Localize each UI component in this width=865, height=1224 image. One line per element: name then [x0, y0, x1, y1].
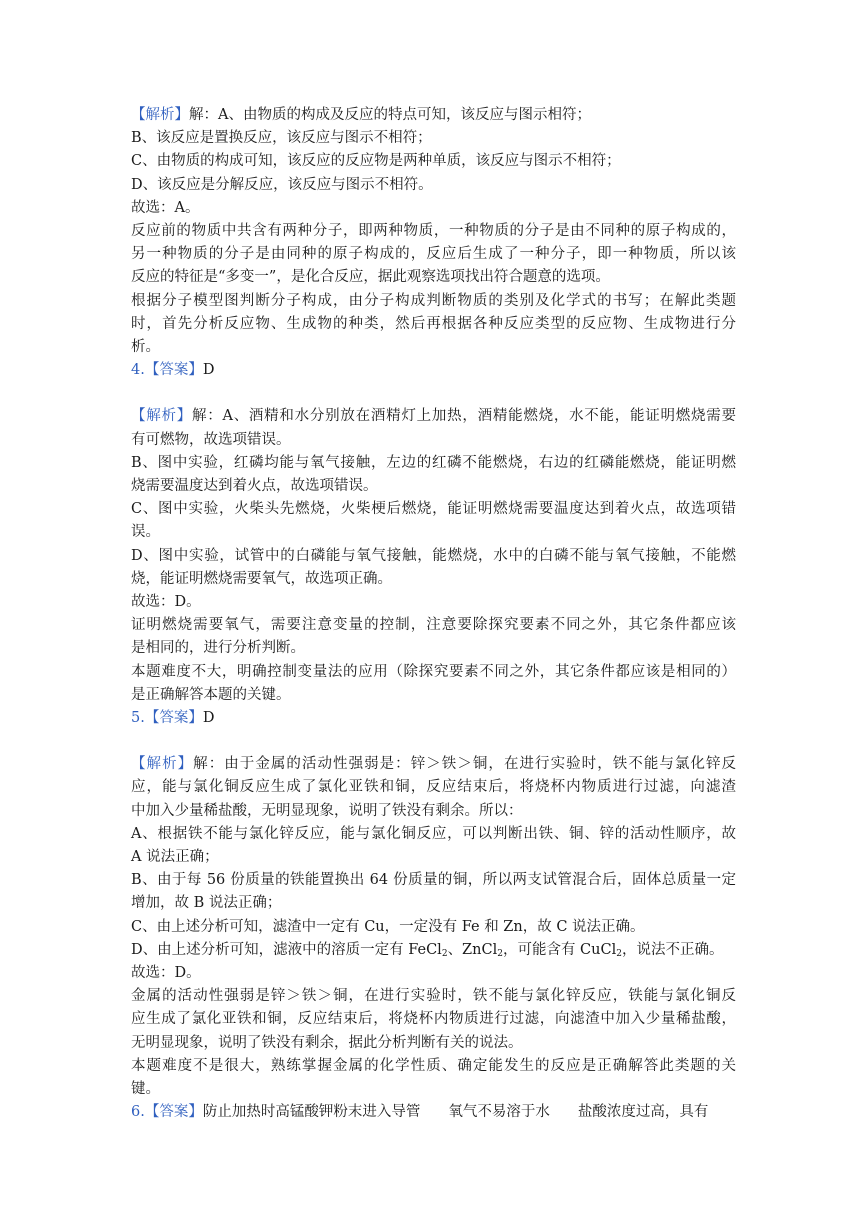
analysis-text: 析。 [131, 338, 160, 355]
analysis-text: 应生成了氯化亚铁和铜，反应结束后，将烧杯内物质进行过滤，向滤渣中加入少量稀盐酸， [131, 1011, 736, 1028]
analysis-text: 有可燃物，故选项错误。 [131, 431, 291, 448]
analysis-text: C、图中实验，火柴头先燃烧，火柴梗后燃烧，能证明燃烧需要温度达到着火点，故选项错 [131, 501, 736, 518]
analysis-line [131, 521, 736, 544]
analysis-line [131, 985, 736, 1008]
formula-text: ，说法不正确。 [621, 941, 724, 958]
analysis-line [131, 498, 736, 521]
analysis-text: 本题难度不是很大，熟练掌握金属的化学性质、确定能发生的反应是正确解答此类题的关 [131, 1057, 736, 1074]
analysis-text: 反应的特征是“多变一”，是化合反应，据此观察选项找出符合题意的选项。 [131, 269, 610, 286]
solution-content [131, 104, 736, 1124]
analysis-text: A 说法正确； [131, 849, 219, 865]
analysis-tag: 【解析】 [131, 756, 194, 773]
analysis-line [131, 776, 736, 799]
analysis-text: 解：A、酒精和水分别放在酒精灯上加热，酒精能燃烧，水不能，能证明燃烧需要 [191, 408, 737, 425]
answer-tag: 【答案】 [144, 1104, 203, 1121]
analysis-text: 故选：A。 [131, 199, 200, 216]
question-number: 4. [131, 362, 145, 379]
analysis-line [131, 637, 736, 660]
answer-text: D [202, 362, 215, 379]
analysis-line [131, 313, 736, 336]
blank-gap [131, 730, 736, 753]
answer-tag: 【答案】 [144, 709, 203, 726]
answer-tag: 【答案】 [144, 362, 203, 379]
analysis-line [131, 150, 736, 173]
analysis-line [131, 266, 736, 289]
subscript: 2 [497, 948, 503, 959]
analysis-text: 故选：D。 [131, 593, 201, 610]
blank-gap [131, 382, 736, 405]
analysis-line [131, 545, 736, 568]
analysis-line [131, 661, 736, 684]
analysis-tag: 【解析】 [131, 107, 189, 123]
analysis-text: 烧需要温度达到着火点，故选项错误。 [131, 478, 378, 494]
formula-text: D、由上述分析可知，滤液中的溶质一定有 FeCl [131, 941, 442, 958]
analysis-line [131, 753, 736, 776]
analysis-line [131, 1032, 736, 1055]
subscript: 2 [441, 948, 448, 959]
analysis-text: 根据分子模型图判断分子构成，由分子构成判断物质的类别及化学式的书写；在解此类题 [131, 292, 736, 309]
analysis-text: 是正确解答本题的关键。 [131, 686, 291, 703]
analysis-line [131, 939, 736, 962]
answer-text: 防止加热时高锰酸钾粉末进入导管 [202, 1104, 421, 1121]
analysis-text: B、该反应是置换反应，该反应与图示不相符； [131, 130, 432, 147]
analysis-text: 解：由于金属的活动性强弱是：锌＞铁＞铜，在进行实验时，铁不能与氯化锌反 [193, 756, 737, 773]
analysis-line [131, 1008, 736, 1031]
question-number: 5. [131, 709, 145, 726]
analysis-text: D、图中实验，试管中的白磷能与氧气接触，能燃烧，水中的白磷不能与氧气接触，不能燃 [131, 547, 736, 564]
analysis-text: 误。 [131, 524, 160, 541]
analysis-line [131, 290, 736, 313]
analysis-line [131, 197, 736, 220]
formula-text: 、ZnCl [447, 941, 498, 958]
analysis-line [131, 127, 736, 150]
answer-line [131, 707, 736, 730]
analysis-text: 键。 [131, 1080, 160, 1097]
analysis-line [131, 800, 736, 823]
analysis-line [131, 1078, 736, 1101]
answer-text: 氧气不易溶于水 [448, 1104, 550, 1121]
analysis-text: 时，首先分析反应物、生成物的种类，然后再根据各种反应类型的反应物、生成物进行分 [131, 315, 736, 332]
analysis-line [131, 336, 736, 359]
analysis-line [131, 405, 736, 428]
analysis-line [131, 174, 736, 197]
analysis-line [131, 869, 736, 892]
analysis-text: 故选：D。 [131, 964, 201, 981]
analysis-line [131, 614, 736, 637]
question-number: 6. [131, 1104, 145, 1121]
analysis-text: 烧，能证明燃烧需要氧气，故选项正确。 [131, 570, 392, 587]
analysis-text: 另一种物质的分子是由同种的原子构成的，反应后生成了一种分子，即一种物质，所以该 [131, 246, 736, 263]
analysis-line [131, 452, 736, 475]
answer-line [131, 1101, 736, 1124]
answer-text: D [202, 709, 215, 726]
analysis-text: 是相同的，进行分析判断。 [131, 640, 305, 657]
analysis-text: 增加，故 B 说法正确； [131, 895, 282, 912]
analysis-line [131, 220, 736, 243]
formula-text: ，可能含有 CuCl [502, 941, 617, 958]
analysis-line [131, 475, 736, 498]
analysis-line [131, 1055, 736, 1078]
analysis-text: C、由上述分析可知，滤渣中一定有 Cu，一定没有 Fe 和 Zn，故 C 说法正确。 [131, 918, 645, 935]
analysis-line [131, 962, 736, 985]
analysis-line [131, 568, 736, 591]
analysis-line [131, 916, 736, 939]
analysis-text: 证明燃烧需要氧气，需要注意变量的控制，注意要除探究要素不同之外，其它条件都应该 [131, 617, 736, 634]
answer-line [131, 359, 736, 382]
analysis-line [131, 429, 736, 452]
analysis-line [131, 892, 736, 915]
analysis-text: C、由物质的构成可知，该反应的反应物是两种单质，该反应与图示不相符； [131, 153, 621, 170]
analysis-text: 金属的活动性强弱是锌＞铁＞铜，在进行实验时，铁不能与氯化锌反应，铁能与氯化铜反 [131, 988, 736, 1005]
subscript: 2 [616, 948, 622, 959]
analysis-text: B、图中实验，红磷均能与氧气接触，左边的红磷不能燃烧，右边的红磷能燃烧，能证明燃 [131, 454, 736, 471]
analysis-line [131, 846, 736, 869]
analysis-line [131, 591, 736, 614]
analysis-tag: 【解析】 [131, 408, 192, 425]
analysis-line [131, 243, 736, 266]
analysis-text: 本题难度不大，明确控制变量法的应用（除探究要素不同之外，其它条件都应该是相同的） [131, 663, 736, 680]
analysis-text: 应，能与氯化铜反应生成了氯化亚铁和铜，反应结束后，将烧杯内物质进行过滤，向滤渣 [131, 779, 736, 796]
analysis-text: 解：A、由物质的构成及反应的特点可知，该反应与图示相符； [189, 107, 591, 123]
answer-text: 盐酸浓度过高，具有 [577, 1104, 709, 1121]
analysis-line [131, 823, 736, 846]
analysis-text: 无明显现象，说明了铁没有剩余，据此分析判断有关的说法。 [131, 1034, 523, 1051]
analysis-text: D、该反应是分解反应，该反应与图示不相符。 [131, 176, 433, 193]
analysis-line [131, 104, 736, 127]
analysis-text: 反应前的物质中共含有两种分子，即两种物质，一种物质的分子是由不同种的原子构成的， [131, 222, 736, 239]
analysis-text: B、由于每 56 份质量的铁能置换出 64 份质量的铜，所以两支试管混合后，固体总质量一定 [131, 872, 736, 889]
analysis-text: A、根据铁不能与氯化锌反应，能与氯化铜反应，可以判断出铁、铜、锌的活动性顺序，故 [131, 825, 736, 842]
analysis-line [131, 684, 736, 707]
analysis-text: 中加入少量稀盐酸，无明显现象，说明了铁没有剩余。所以： [131, 802, 523, 819]
